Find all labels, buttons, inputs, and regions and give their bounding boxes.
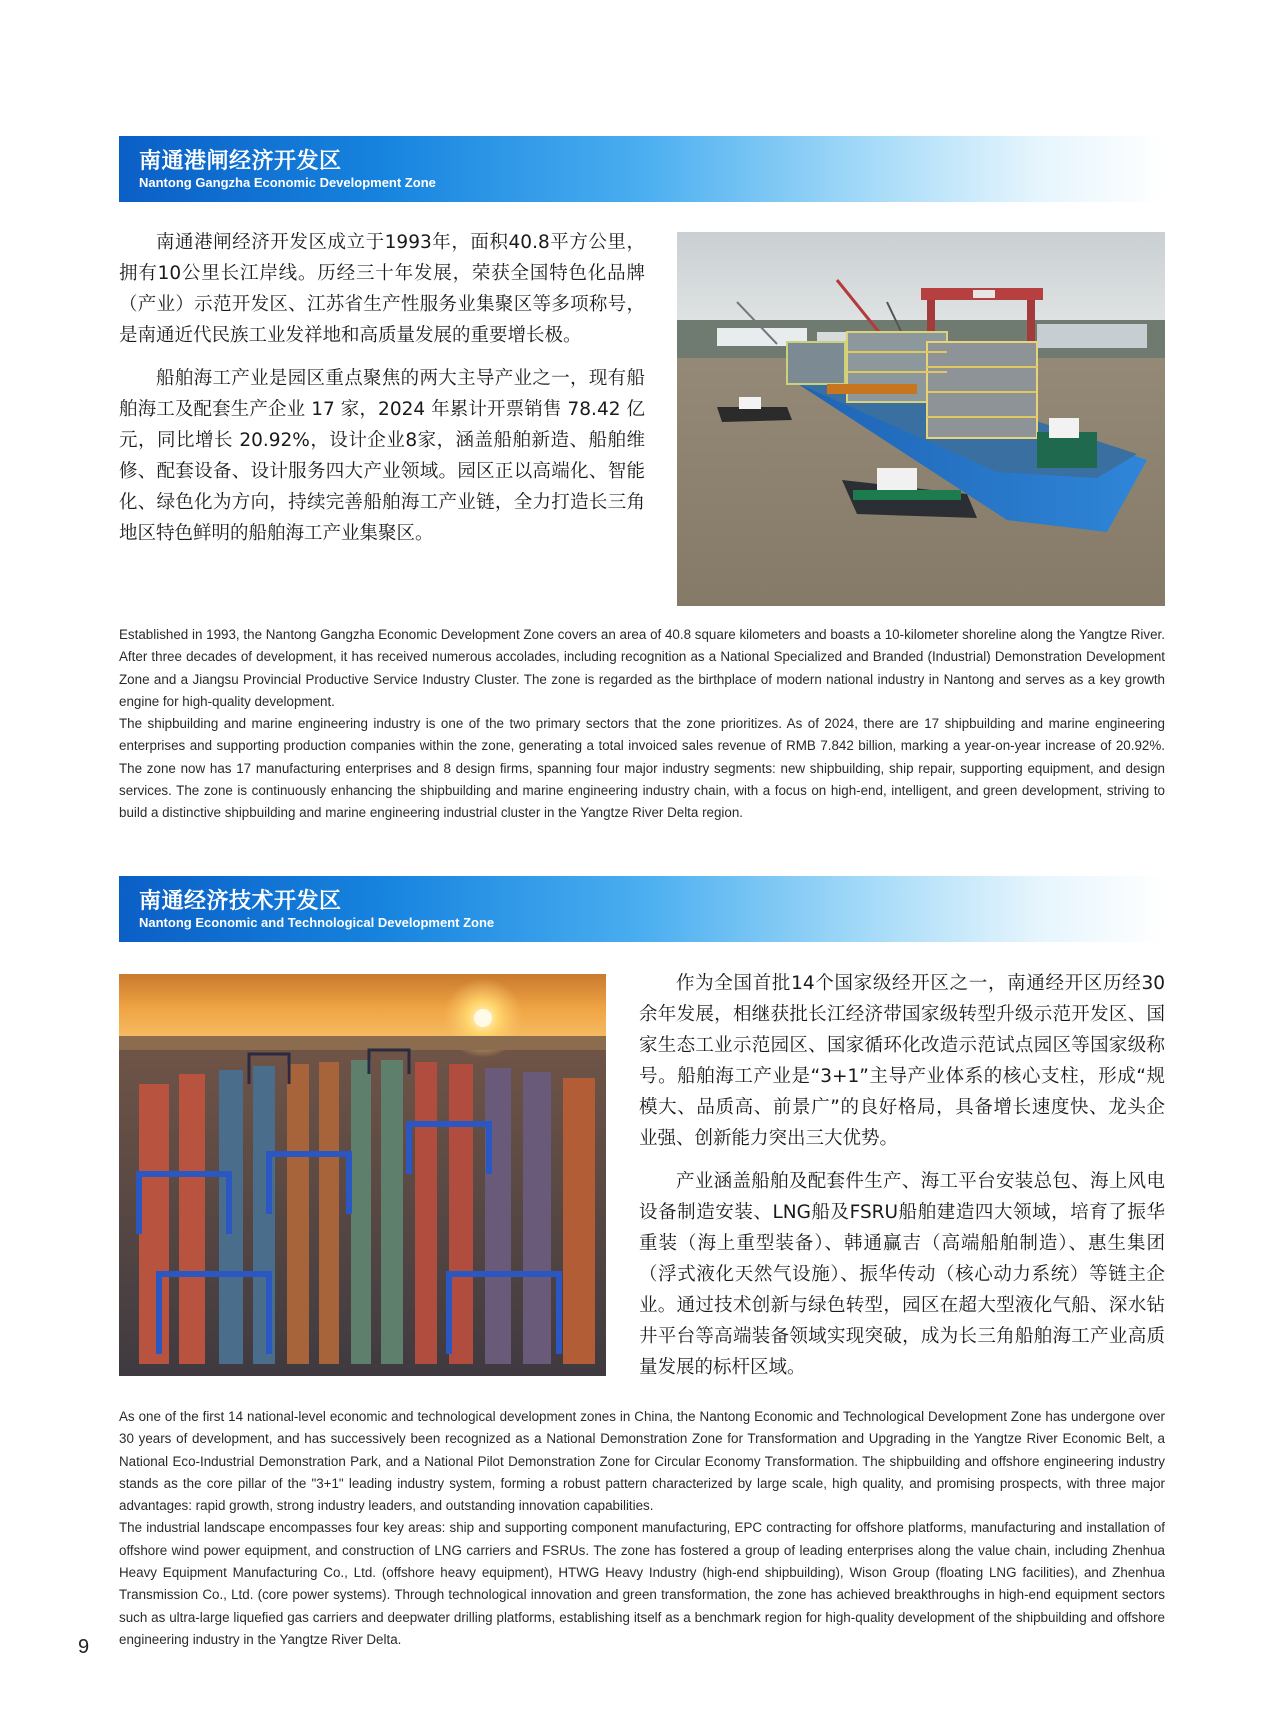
container-port-photo (119, 974, 606, 1376)
section-1-english-text (119, 624, 1165, 825)
section-2-chinese-text (639, 968, 1165, 1395)
section-2-banner (119, 876, 1165, 942)
section-1-title-zh: 南通港闸经济开发区 (139, 149, 342, 174)
paragraph: The shipbuilding and marine engineering industry is one of the two primary sectors that the zone prioritizes. As of 2024, there are 17 shipbuilding and marine engineering enterprises and supporting production companies within the zone, generating a total invoiced sales revenue of RMB 7.842 billion, marking a year-on-year increase of 20.92%. The zone now has 17 manufacturing enterprises and 8 design firms, spanning four major industry segments: new shipbuilding, ship repair, supporting equipment, and design services. The zone is continuously enhancing the shipbuilding and marine engineering industry chain, with a focus on high-end, intelligent, and green development, striving to build a distinctive shipbuilding and marine engineering industrial cluster in the Yangtze River Delta region. (119, 716, 1165, 821)
paragraph: Established in 1993, the Nantong Gangzha Economic Development Zone covers an area of 40.8 square kilometers and boasts a 10-kilometer shoreline along the Yangtze River. After three decades of development, it has received numerous accolades, including recognition as a National Specialized and Branded (Industrial) Demonstration Development Zone and a Jiangsu Provincial Productive Service Industry Cluster. The zone is regarded as the birthplace of modern national industry in Nantong and serves as a key growth engine for high-quality development. (119, 627, 1165, 709)
shipyard-photo (677, 232, 1165, 606)
paragraph: 船舶海工产业是园区重点聚焦的两大主导产业之一，现有船舶海工及配套生产企业 17 家，2024 年累计开票销售 78.42 亿元，同比增长 20.92%，设计企业8家，涵盖船舶新造、船舶维修、配套设备、设计服务四大产业领域。园区正以高端化、智能化、绿色化为方向，持续完善船舶海工产业链，全力打造长三角地区特色鲜明的船舶海工产业集聚区。 (119, 368, 645, 544)
paragraph: 南通港闸经济开发区成立于1993年，面积40.8平方公里，拥有10公里长江岸线。历经三十年发展，荣获全国特色化品牌（产业）示范开发区、江苏省生产性服务业集聚区等多项称号，是南通近代民族工业发祥地和高质量发展的重要增长极。 (119, 232, 645, 346)
section-2-english-text (119, 1406, 1165, 1651)
section-1-banner (119, 136, 1165, 202)
page-number: 9 (78, 1636, 90, 1658)
paragraph: 作为全国首批14个国家级经开区之一，南通经开区历经30余年发展，相继获批长江经济带国家级转型升级示范开发区、国家生态工业示范园区、国家循环化改造示范试点园区等国家级称号。船舶海工产业是“3+1”主导产业体系的核心支柱，形成“规模大、品质高、前景广”的良好格局，具备增长速度快、龙头企业强、创新能力突出三大优势。 (639, 973, 1165, 1149)
section-1-title-en: Nantong Gangzha Economic Development Zone (139, 175, 436, 190)
section-1-chinese-text (119, 227, 645, 561)
section-2-title-en: Nantong Economic and Technological Development Zone (139, 915, 495, 930)
section-2-title-zh: 南通经济技术开发区 (139, 889, 342, 914)
paragraph: As one of the first 14 national-level economic and technological development zones in China, the Nantong Economic and Technological Development Zone has undergone over 30 years of development, and has successively been recognized as a National Demonstration Zone for Transformation and Upgrading in the Yangtze River Economic Belt, a National Eco-Industrial Demonstration Park, and a National Pilot Demonstration Zone for Circular Economy Transformation. The shipbuilding and offshore engineering industry stands as the core pillar of the "3+1" leading industry system, forming a robust pattern characterized by large scale, high quality, and promising prospects, with three major advantages: rapid growth, strong industry leaders, and outstanding innovation capabilities. (119, 1409, 1165, 1514)
paragraph: The industrial landscape encompasses four key areas: ship and supporting component manufacturing, EPC contracting for offshore platforms, manufacturing and installation of offshore wind power equipment, and construction of LNG carriers and FSRUs. The zone has fostered a group of leading enterprises along the value chain, including Zhenhua Heavy Equipment Manufacturing Co., Ltd. (offshore heavy equipment), HTWG Heavy Industry (high-end shipbuilding), Wison Group (floating LNG facilities), and Zhenhua Transmission Co., Ltd. (core power systems). Through technological innovation and green transformation, the zone has achieved breakthroughs in high-end equipment sectors such as ultra-large liquefied gas carriers and deepwater drilling platforms, establishing itself as a benchmark region for high-quality development of the shipbuilding and offshore engineering industry in the Yangtze River Delta. (119, 1520, 1165, 1647)
paragraph: 产业涵盖船舶及配套件生产、海工平台安装总包、海上风电设备制造安装、LNG船及FSRU船舶建造四大领域，培育了振华重装（海上重型装备）、韩通赢吉（高端船舶制造）、惠生集团（浮式液化天然气设施）、振华传动（核心动力系统）等链主企业。通过技术创新与绿色转型，园区在超大型液化气船、深水钻井平台等高端装备领域实现突破，成为长三角船舶海工产业高质量发展的标杆区域。 (639, 1171, 1165, 1378)
